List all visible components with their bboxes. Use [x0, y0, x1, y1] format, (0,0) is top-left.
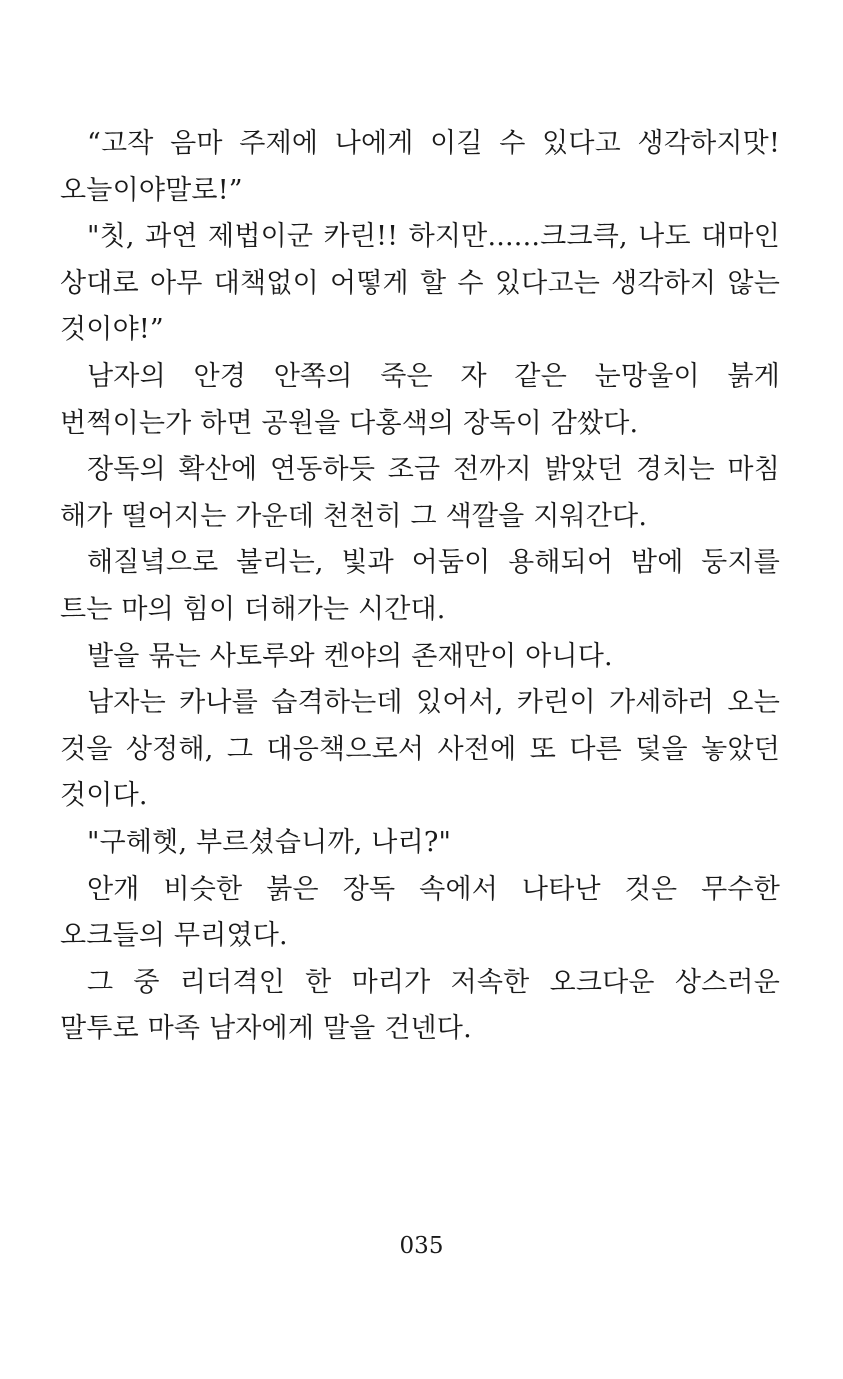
paragraph: 해질녘으로 불리는, 빛과 어둠이 용해되어 밤에 둥지를 트는 마의 힘이 더해가는 시간대.: [60, 547, 780, 625]
page-number: 035: [399, 1233, 444, 1259]
paragraph: "칫, 과연 제법이군 카린!! 하지만......크크큭, 나도 대마인 상대로 아무 대책없이 어떻게 할 수 있다고는 생각하지 않는 것이야!”: [60, 221, 780, 346]
paragraph: "구헤헷, 부르셨습니까, 나리?": [87, 826, 452, 858]
paragraph: 장독의 확산에 연동하듯 조금 전까지 밝았던 경치는 마침 해가 떨어지는 가운데 천천히 그 색깔을 지워간다.: [60, 454, 780, 532]
paragraph: 남자는 카나를 습격하는데 있어서, 카린이 가세하러 오는 것을 상정해, 그 대응책으로서 사전에 또 다른 덫을 놓았던 것이다.: [60, 687, 780, 812]
page-body-text: [60, 121, 780, 1053]
paragraph: 발을 묶는 사토루와 켄야의 존재만이 아니다.: [87, 640, 613, 672]
paragraph: “고작 음마 주제에 나에게 이길 수 있다고 생각하지맛! 오늘이야말로!”: [60, 128, 780, 206]
paragraph: 그 중 리더격인 한 마리가 저속한 오크다운 상스러운 말투로 마족 남자에게 말을 건넨다.: [60, 966, 780, 1045]
paragraph: 남자의 안경 안쪽의 죽은 자 같은 눈망울이 붉게 번쩍이는가 하면 공원을 다홍색의 장독이 감쌌다.: [60, 360, 780, 439]
paragraph: 안개 비슷한 붉은 장독 속에서 나타난 것은 무수한 오크들의 무리였다.: [60, 873, 780, 952]
